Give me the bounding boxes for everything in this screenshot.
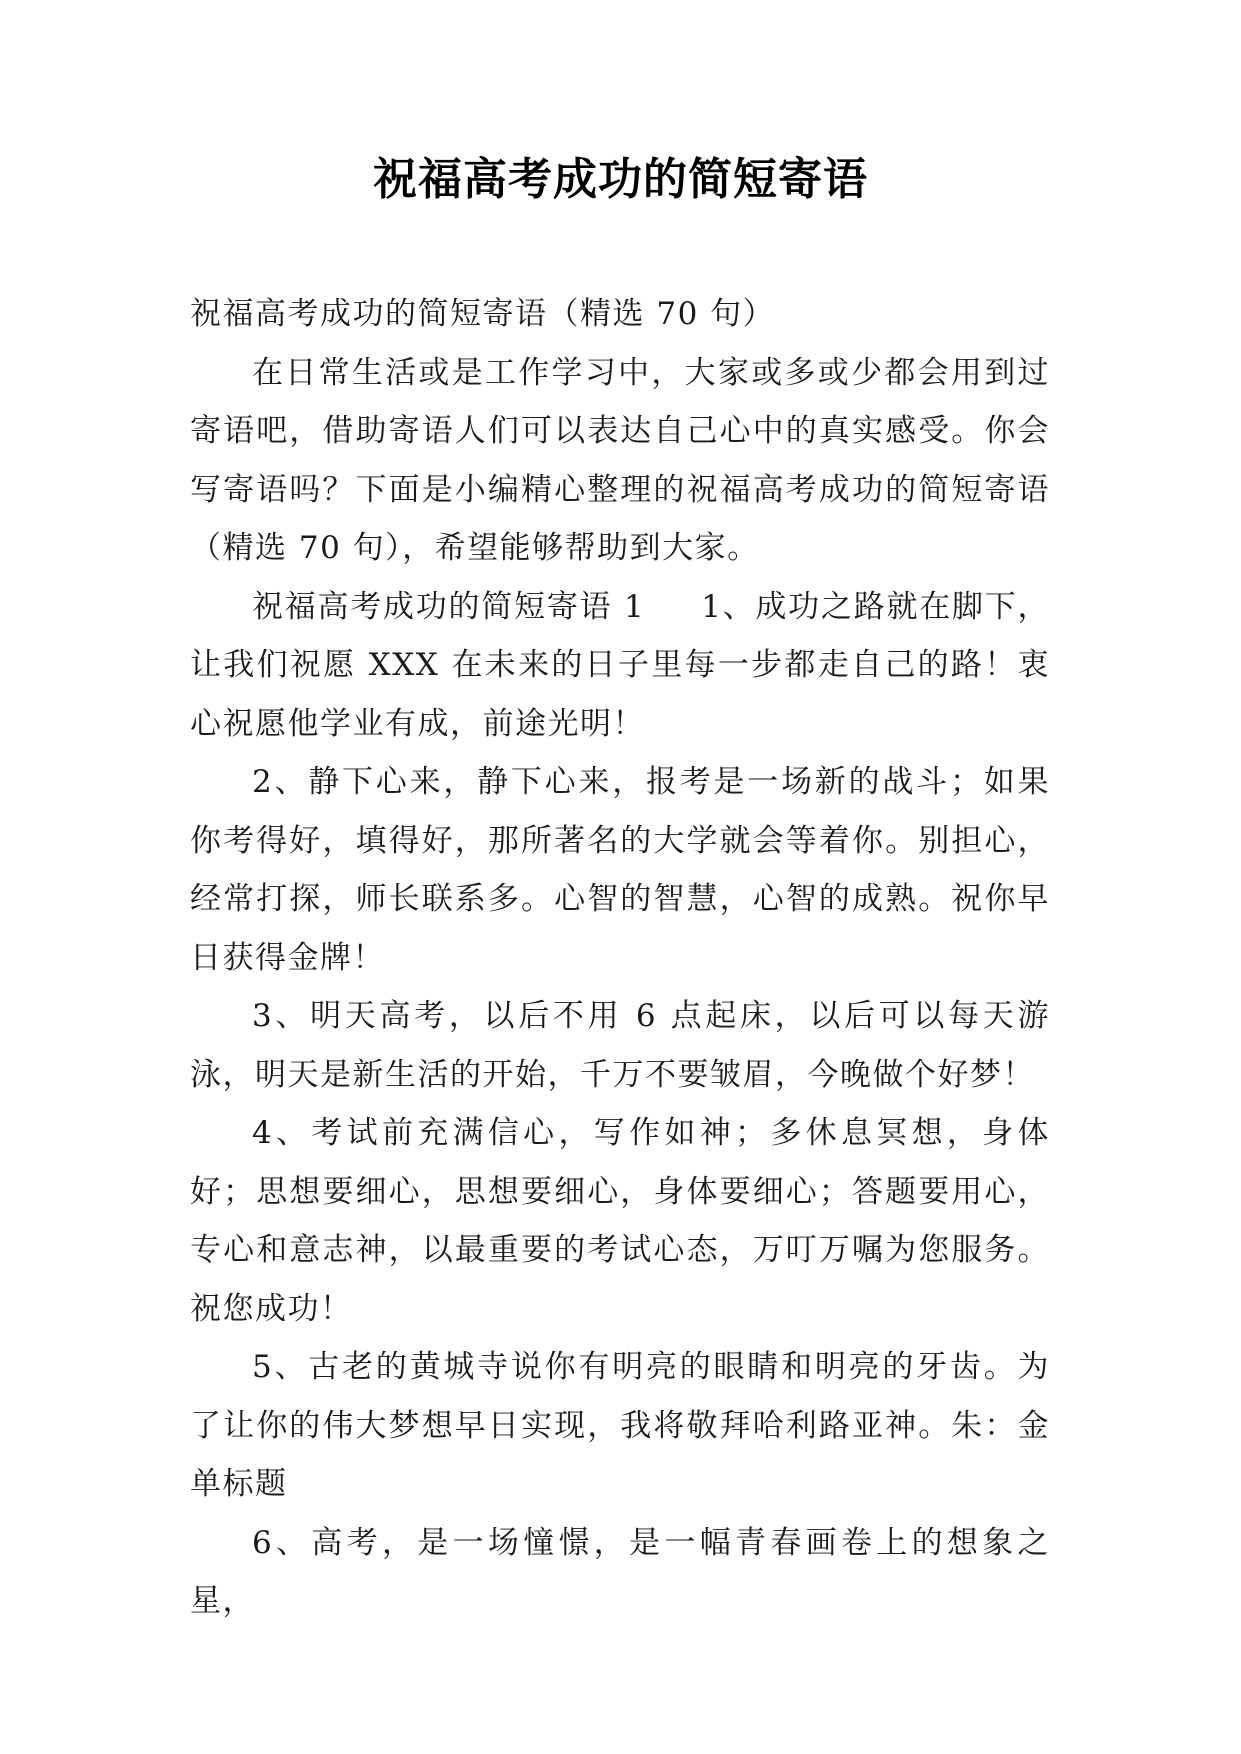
list-item: 3、明天高考，以后不用 6 点起床，以后可以每天游泳，明天是新生活的开始，千万不要皱眉，今晚做个好梦！ [190, 998, 1050, 1093]
document-subtitle: 祝福高考成功的简短寄语（精选 70 句） [190, 296, 776, 332]
list-item: 6、高考，是一场憧憬，是一幅青春画卷上的想象之星， [190, 1524, 1050, 1619]
list-item: 5、古老的黄城寺说你有明亮的眼睛和明亮的牙齿。为了让你的伟大梦想早日实现，我将敬拜哈利路亚神。朱：金单标题 [190, 1349, 1050, 1502]
document-title: 祝福高考成功的简短寄语 [373, 154, 868, 205]
section-heading: 祝福高考成功的简短寄语 1 [252, 588, 646, 625]
section-paragraph [190, 578, 1050, 754]
list-item: 1、成功之路就在脚下，让我们祝愿 XXX 在未来的日子里每一步都走自己的路！衷心祝愿他学业有成，前途光明！ [190, 588, 1050, 742]
list-item: 2、静下心来，静下心来，报考是一场新的战斗；如果你考得好，填得好，那所著名的大学就会等着你。别担心，经常打探，师长联系多。心智的智慧，心智的成熟。祝你早日获得金牌！ [190, 764, 1050, 976]
list-item: 4、考试前充满信心，写作如神；多休息冥想，身体好；思想要细心，思想要细心，身体要细心；答题要用心，专心和意志神，以最重要的考试心态，万叮万嘱为您服务。祝您成功！ [190, 1115, 1050, 1327]
intro-paragraph: 在日常生活或是工作学习中，大家或多或少都会用到过寄语吧，借助寄语人们可以表达自己心中的真实感受。你会写寄语吗？下面是小编精心整理的祝福高考成功的简短寄语（精选 70 句），希望能够帮助到大家。 [190, 354, 1050, 566]
document-body [190, 285, 1050, 1631]
